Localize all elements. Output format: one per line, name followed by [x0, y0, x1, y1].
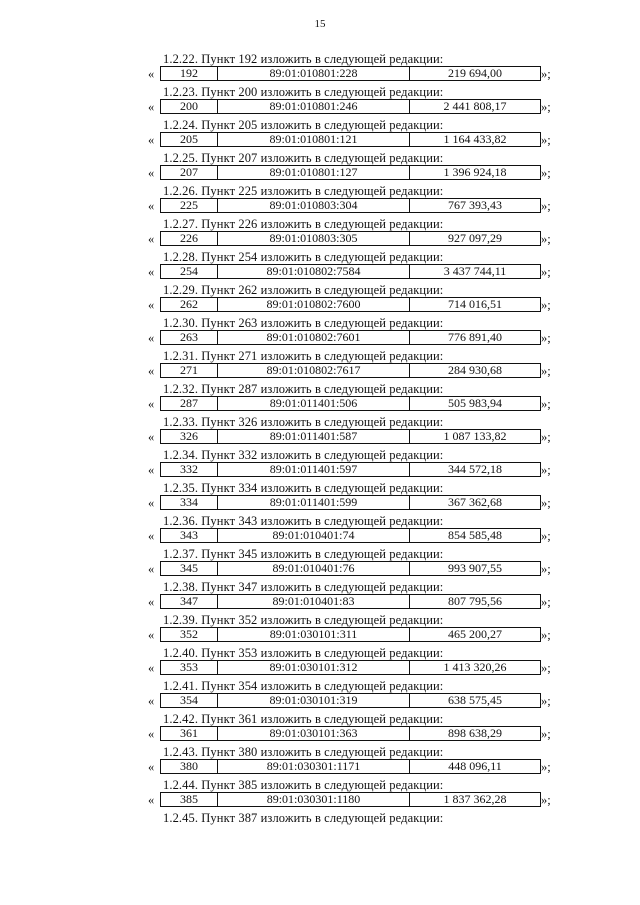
- amendment-item: [0, 314, 640, 347]
- amendment-heading: 1.2.40. Пункт 353 изложить в следующей редакции:: [163, 646, 444, 660]
- amendment-item: [0, 710, 640, 743]
- value-cell: 2 441 808,17: [443, 100, 507, 113]
- item-number-cell: 347: [161, 595, 218, 608]
- value-cell: 367 362,68: [448, 496, 502, 509]
- amendment-row: [148, 264, 568, 281]
- amendment-item: [0, 776, 640, 809]
- value-cell: 344 572,18: [448, 463, 502, 476]
- amendment-row: [148, 495, 568, 512]
- quote-close: »;: [541, 331, 551, 345]
- item-number-cell: 207: [161, 166, 218, 179]
- amendment-row: [148, 792, 568, 809]
- value-cell: 1 837 362,28: [443, 793, 507, 806]
- amendment-heading: 1.2.41. Пункт 354 изложить в следующей редакции:: [163, 679, 444, 693]
- cadastral-number-cell: 89:01:010801:246: [218, 100, 410, 113]
- value-cell: 767 393,43: [448, 199, 502, 212]
- amendment-item: [0, 413, 640, 446]
- amendment-item: [0, 281, 640, 314]
- cadastral-number-cell: 89:01:030301:1180: [218, 793, 410, 806]
- value-cell: 927 097,29: [448, 232, 502, 245]
- cadastral-number-cell: 89:01:010401:83: [218, 595, 410, 608]
- value-cell: 284 930,68: [448, 364, 502, 377]
- quote-close: »;: [541, 298, 551, 312]
- table-row: [160, 594, 541, 609]
- amendment-heading: 1.2.42. Пункт 361 изложить в следующей редакции:: [163, 712, 444, 726]
- cadastral-number-cell: 89:01:010802:7601: [218, 331, 410, 344]
- amendment-row: [148, 363, 568, 380]
- item-number-cell: 385: [161, 793, 218, 806]
- table-row: [160, 792, 541, 807]
- item-number-cell: 192: [161, 67, 218, 80]
- amendment-item: [0, 644, 640, 677]
- amendment-item: [0, 215, 640, 248]
- table-row: [160, 264, 541, 279]
- amendment-heading: 1.2.35. Пункт 334 изложить в следующей редакции:: [163, 481, 444, 495]
- amendment-row: [148, 231, 568, 248]
- amendment-item: [0, 512, 640, 545]
- quote-open: «: [148, 430, 155, 444]
- amendment-heading: 1.2.28. Пункт 254 изложить в следующей редакции:: [163, 250, 444, 264]
- amendment-heading: 1.2.24. Пункт 205 изложить в следующей редакции:: [163, 118, 444, 132]
- quote-close: »;: [541, 694, 551, 708]
- amendment-heading: 1.2.27. Пункт 226 изложить в следующей редакции:: [163, 217, 444, 231]
- amendment-row: [148, 759, 568, 776]
- table-row: [160, 627, 541, 642]
- table-row: [160, 462, 541, 477]
- item-number-cell: 353: [161, 661, 218, 674]
- value-cell: 898 638,29: [448, 727, 502, 740]
- quote-close: »;: [541, 100, 551, 114]
- amendment-heading: 1.2.22. Пункт 192 изложить в следующей редакции:: [163, 52, 444, 66]
- amendment-row: [148, 198, 568, 215]
- quote-close: »;: [541, 397, 551, 411]
- quote-open: «: [148, 298, 155, 312]
- value-cell: 993 907,55: [448, 562, 502, 575]
- amendment-item: [0, 545, 640, 578]
- amendment-item: [0, 380, 640, 413]
- amendment-item: [0, 677, 640, 710]
- item-number-cell: 352: [161, 628, 218, 641]
- amendment-item: [0, 347, 640, 380]
- item-number-cell: 263: [161, 331, 218, 344]
- cadastral-number-cell: 89:01:010803:305: [218, 232, 410, 245]
- page-number: 15: [314, 18, 326, 30]
- quote-close: »;: [541, 67, 551, 81]
- cadastral-number-cell: 89:01:010803:304: [218, 199, 410, 212]
- quote-open: «: [148, 265, 155, 279]
- amendment-row: [148, 66, 568, 83]
- amendment-row: [148, 330, 568, 347]
- amendment-heading: 1.2.33. Пункт 326 изложить в следующей редакции:: [163, 415, 444, 429]
- table-row: [160, 66, 541, 81]
- item-number-cell: 287: [161, 397, 218, 410]
- item-number-cell: 334: [161, 496, 218, 509]
- cadastral-number-cell: 89:01:011401:506: [218, 397, 410, 410]
- table-row: [160, 660, 541, 675]
- quote-open: «: [148, 661, 155, 675]
- cadastral-number-cell: 89:01:010801:127: [218, 166, 410, 179]
- quote-open: «: [148, 727, 155, 741]
- amendment-heading: 1.2.38. Пункт 347 изложить в следующей редакции:: [163, 580, 444, 594]
- quote-open: «: [148, 595, 155, 609]
- value-cell: 714 016,51: [448, 298, 502, 311]
- amendment-heading: 1.2.34. Пункт 332 изложить в следующей редакции:: [163, 448, 444, 462]
- cadastral-number-cell: 89:01:010401:74: [218, 529, 410, 542]
- item-number-cell: 345: [161, 562, 218, 575]
- cadastral-number-cell: 89:01:011401:587: [218, 430, 410, 443]
- cadastral-number-cell: 89:01:010801:228: [218, 67, 410, 80]
- item-number-cell: 326: [161, 430, 218, 443]
- value-cell: 505 983,94: [448, 397, 502, 410]
- quote-open: «: [148, 760, 155, 774]
- amendment-heading: 1.2.26. Пункт 225 изложить в следующей редакции:: [163, 184, 444, 198]
- amendment-row: [148, 396, 568, 413]
- table-row: [160, 165, 541, 180]
- amendment-heading: 1.2.36. Пункт 343 изложить в следующей редакции:: [163, 514, 444, 528]
- amendment-row: [148, 132, 568, 149]
- amendment-row: [148, 627, 568, 644]
- cadastral-number-cell: 89:01:030101:312: [218, 661, 410, 674]
- quote-close: »;: [541, 430, 551, 444]
- quote-close: »;: [541, 562, 551, 576]
- quote-close: »;: [541, 166, 551, 180]
- table-row: [160, 330, 541, 345]
- quote-open: «: [148, 100, 155, 114]
- quote-close: »;: [541, 793, 551, 807]
- quote-open: «: [148, 166, 155, 180]
- table-row: [160, 693, 541, 708]
- table-row: [160, 528, 541, 543]
- amendment-row: [148, 528, 568, 545]
- amendment-heading: 1.2.43. Пункт 380 изложить в следующей редакции:: [163, 745, 444, 759]
- cadastral-number-cell: 89:01:030101:311: [218, 628, 410, 641]
- value-cell: 807 795,56: [448, 595, 502, 608]
- quote-close: »;: [541, 463, 551, 477]
- table-row: [160, 363, 541, 378]
- amendment-item: [0, 248, 640, 281]
- amendment-row: [148, 99, 568, 116]
- amendment-row: [148, 594, 568, 611]
- quote-open: «: [148, 67, 155, 81]
- item-number-cell: 262: [161, 298, 218, 311]
- value-cell: 465 200,27: [448, 628, 502, 641]
- quote-open: «: [148, 232, 155, 246]
- quote-close: »;: [541, 727, 551, 741]
- cadastral-number-cell: 89:01:030101:363: [218, 727, 410, 740]
- amendment-heading: 1.2.23. Пункт 200 изложить в следующей редакции:: [163, 85, 444, 99]
- value-cell: 776 891,40: [448, 331, 502, 344]
- cadastral-number-cell: 89:01:010802:7617: [218, 364, 410, 377]
- amendment-row: [148, 297, 568, 314]
- table-row: [160, 297, 541, 312]
- table-row: [160, 198, 541, 213]
- value-cell: 854 585,48: [448, 529, 502, 542]
- quote-close: »;: [541, 628, 551, 642]
- quote-open: «: [148, 364, 155, 378]
- cadastral-number-cell: 89:01:011401:599: [218, 496, 410, 509]
- cadastral-number-cell: 89:01:010801:121: [218, 133, 410, 146]
- item-number-cell: 380: [161, 760, 218, 773]
- value-cell: 638 575,45: [448, 694, 502, 707]
- quote-open: «: [148, 496, 155, 510]
- table-row: [160, 396, 541, 411]
- amendment-row: [148, 726, 568, 743]
- amendment-heading: 1.2.30. Пункт 263 изложить в следующей редакции:: [163, 316, 444, 330]
- cadastral-number-cell: 89:01:030301:1171: [218, 760, 410, 773]
- amendment-item: [0, 116, 640, 149]
- value-cell: 1 413 320,26: [443, 661, 507, 674]
- amendment-row: [148, 660, 568, 677]
- cadastral-number-cell: 89:01:030101:319: [218, 694, 410, 707]
- quote-open: «: [148, 562, 155, 576]
- amendment-row: [148, 693, 568, 710]
- final-amendment-item: [0, 809, 640, 842]
- item-number-cell: 354: [161, 694, 218, 707]
- quote-open: «: [148, 628, 155, 642]
- amendment-heading: 1.2.31. Пункт 271 изложить в следующей редакции:: [163, 349, 444, 363]
- item-number-cell: 226: [161, 232, 218, 245]
- item-number-cell: 225: [161, 199, 218, 212]
- amendment-item: [0, 479, 640, 512]
- table-row: [160, 429, 541, 444]
- amendment-heading: 1.2.32. Пункт 287 изложить в следующей редакции:: [163, 382, 444, 396]
- quote-open: «: [148, 793, 155, 807]
- cadastral-number-cell: 89:01:010802:7584: [218, 265, 410, 278]
- amendment-row: [148, 462, 568, 479]
- amendment-item: [0, 50, 640, 83]
- amendment-list: [0, 50, 640, 842]
- quote-open: «: [148, 331, 155, 345]
- cadastral-number-cell: 89:01:011401:597: [218, 463, 410, 476]
- item-number-cell: 271: [161, 364, 218, 377]
- item-number-cell: 200: [161, 100, 218, 113]
- amendment-heading: 1.2.39. Пункт 352 изложить в следующей редакции:: [163, 613, 444, 627]
- amendment-heading: 1.2.37. Пункт 345 изложить в следующей редакции:: [163, 547, 444, 561]
- quote-close: »;: [541, 760, 551, 774]
- item-number-cell: 332: [161, 463, 218, 476]
- table-row: [160, 231, 541, 246]
- value-cell: 3 437 744,11: [443, 265, 507, 278]
- quote-close: »;: [541, 595, 551, 609]
- quote-open: «: [148, 694, 155, 708]
- quote-close: »;: [541, 133, 551, 147]
- amendment-row: [148, 561, 568, 578]
- quote-close: »;: [541, 232, 551, 246]
- table-row: [160, 759, 541, 774]
- quote-open: «: [148, 529, 155, 543]
- item-number-cell: 361: [161, 727, 218, 740]
- quote-close: »;: [541, 529, 551, 543]
- table-row: [160, 99, 541, 114]
- cadastral-number-cell: 89:01:010802:7600: [218, 298, 410, 311]
- quote-open: «: [148, 199, 155, 213]
- quote-open: «: [148, 463, 155, 477]
- value-cell: 1 164 433,82: [443, 133, 507, 146]
- cadastral-number-cell: 89:01:010401:76: [218, 562, 410, 575]
- quote-close: »;: [541, 265, 551, 279]
- amendment-item: [0, 182, 640, 215]
- value-cell: 1 396 924,18: [443, 166, 507, 179]
- amendment-item: [0, 578, 640, 611]
- amendment-heading: 1.2.25. Пункт 207 изложить в следующей редакции:: [163, 151, 444, 165]
- item-number-cell: 343: [161, 529, 218, 542]
- amendment-heading: 1.2.45. Пункт 387 изложить в следующей редакции:: [163, 811, 444, 825]
- amendment-item: [0, 83, 640, 116]
- value-cell: 448 096,11: [448, 760, 502, 773]
- amendment-item: [0, 743, 640, 776]
- quote-open: «: [148, 133, 155, 147]
- quote-open: «: [148, 397, 155, 411]
- table-row: [160, 561, 541, 576]
- table-row: [160, 132, 541, 147]
- amendment-row: [148, 165, 568, 182]
- amendment-item: [0, 446, 640, 479]
- table-row: [160, 495, 541, 510]
- value-cell: 1 087 133,82: [443, 430, 507, 443]
- amendment-row: [148, 429, 568, 446]
- quote-close: »;: [541, 364, 551, 378]
- table-row: [160, 726, 541, 741]
- amendment-item: [0, 149, 640, 182]
- value-cell: 219 694,00: [448, 67, 502, 80]
- item-number-cell: 254: [161, 265, 218, 278]
- quote-close: »;: [541, 496, 551, 510]
- amendment-item: [0, 611, 640, 644]
- amendment-heading: 1.2.44. Пункт 385 изложить в следующей редакции:: [163, 778, 444, 792]
- quote-close: »;: [541, 661, 551, 675]
- amendment-heading: 1.2.29. Пункт 262 изложить в следующей редакции:: [163, 283, 444, 297]
- item-number-cell: 205: [161, 133, 218, 146]
- quote-close: »;: [541, 199, 551, 213]
